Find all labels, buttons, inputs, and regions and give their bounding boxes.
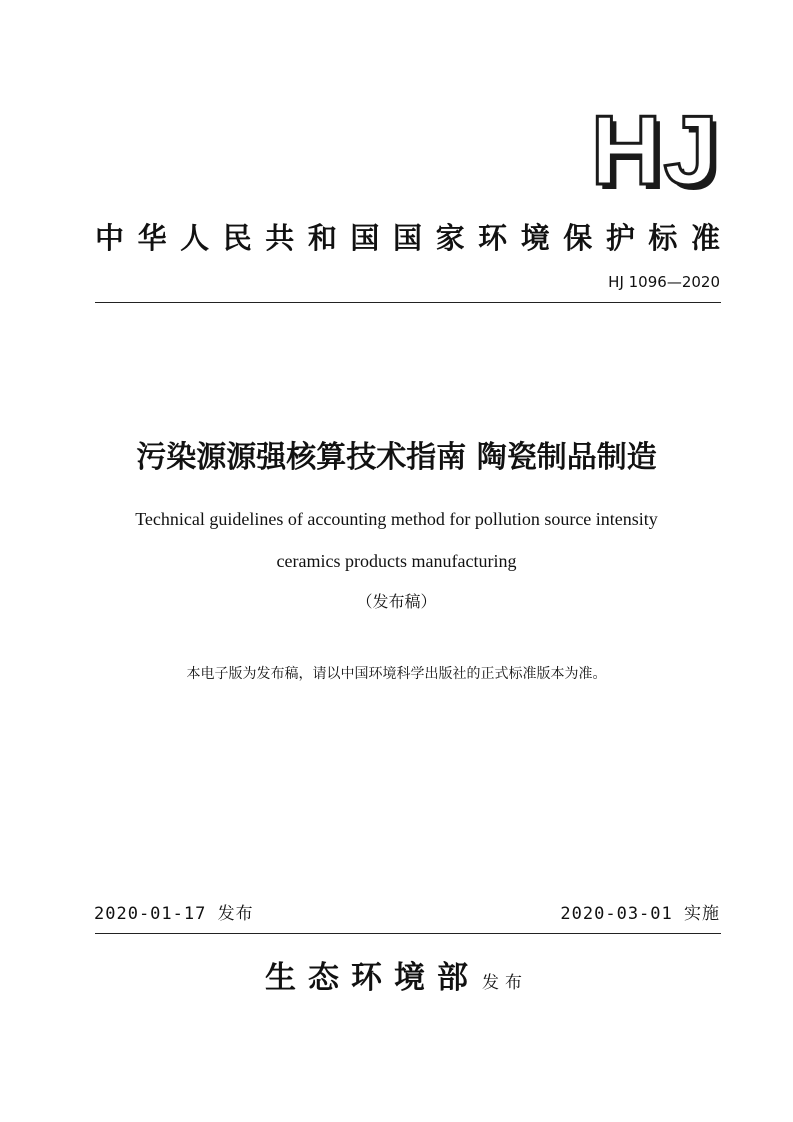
document-notice: 本电子版为发布稿，请以中国环境科学出版社的正式标准版本为准。 <box>186 666 607 682</box>
hj-logo: HJ <box>590 95 720 205</box>
issuer-name: 生态环境部 <box>265 960 480 996</box>
document-title-zh: 污染源源强核算技术指南 陶瓷制品制造 <box>136 440 657 475</box>
document-title-en-line1: Technical guidelines of accounting method for pollution source intensity <box>135 509 658 529</box>
issue-date: 2020-01-17 发布 <box>94 904 254 924</box>
issuer-suffix: 发布 <box>482 973 528 993</box>
document-status: （发布稿） <box>356 592 437 611</box>
document-title-en-line2: ceramics products manufacturing <box>276 551 517 571</box>
top-divider <box>95 302 721 303</box>
issuer-block <box>0 952 793 997</box>
standard-number: HJ 1096—2020 <box>608 273 720 291</box>
effective-date: 2020-03-01 实施 <box>560 904 720 924</box>
bottom-divider <box>95 933 721 934</box>
standard-category: 中华人民共和国国家环境保护标准 <box>95 221 721 255</box>
